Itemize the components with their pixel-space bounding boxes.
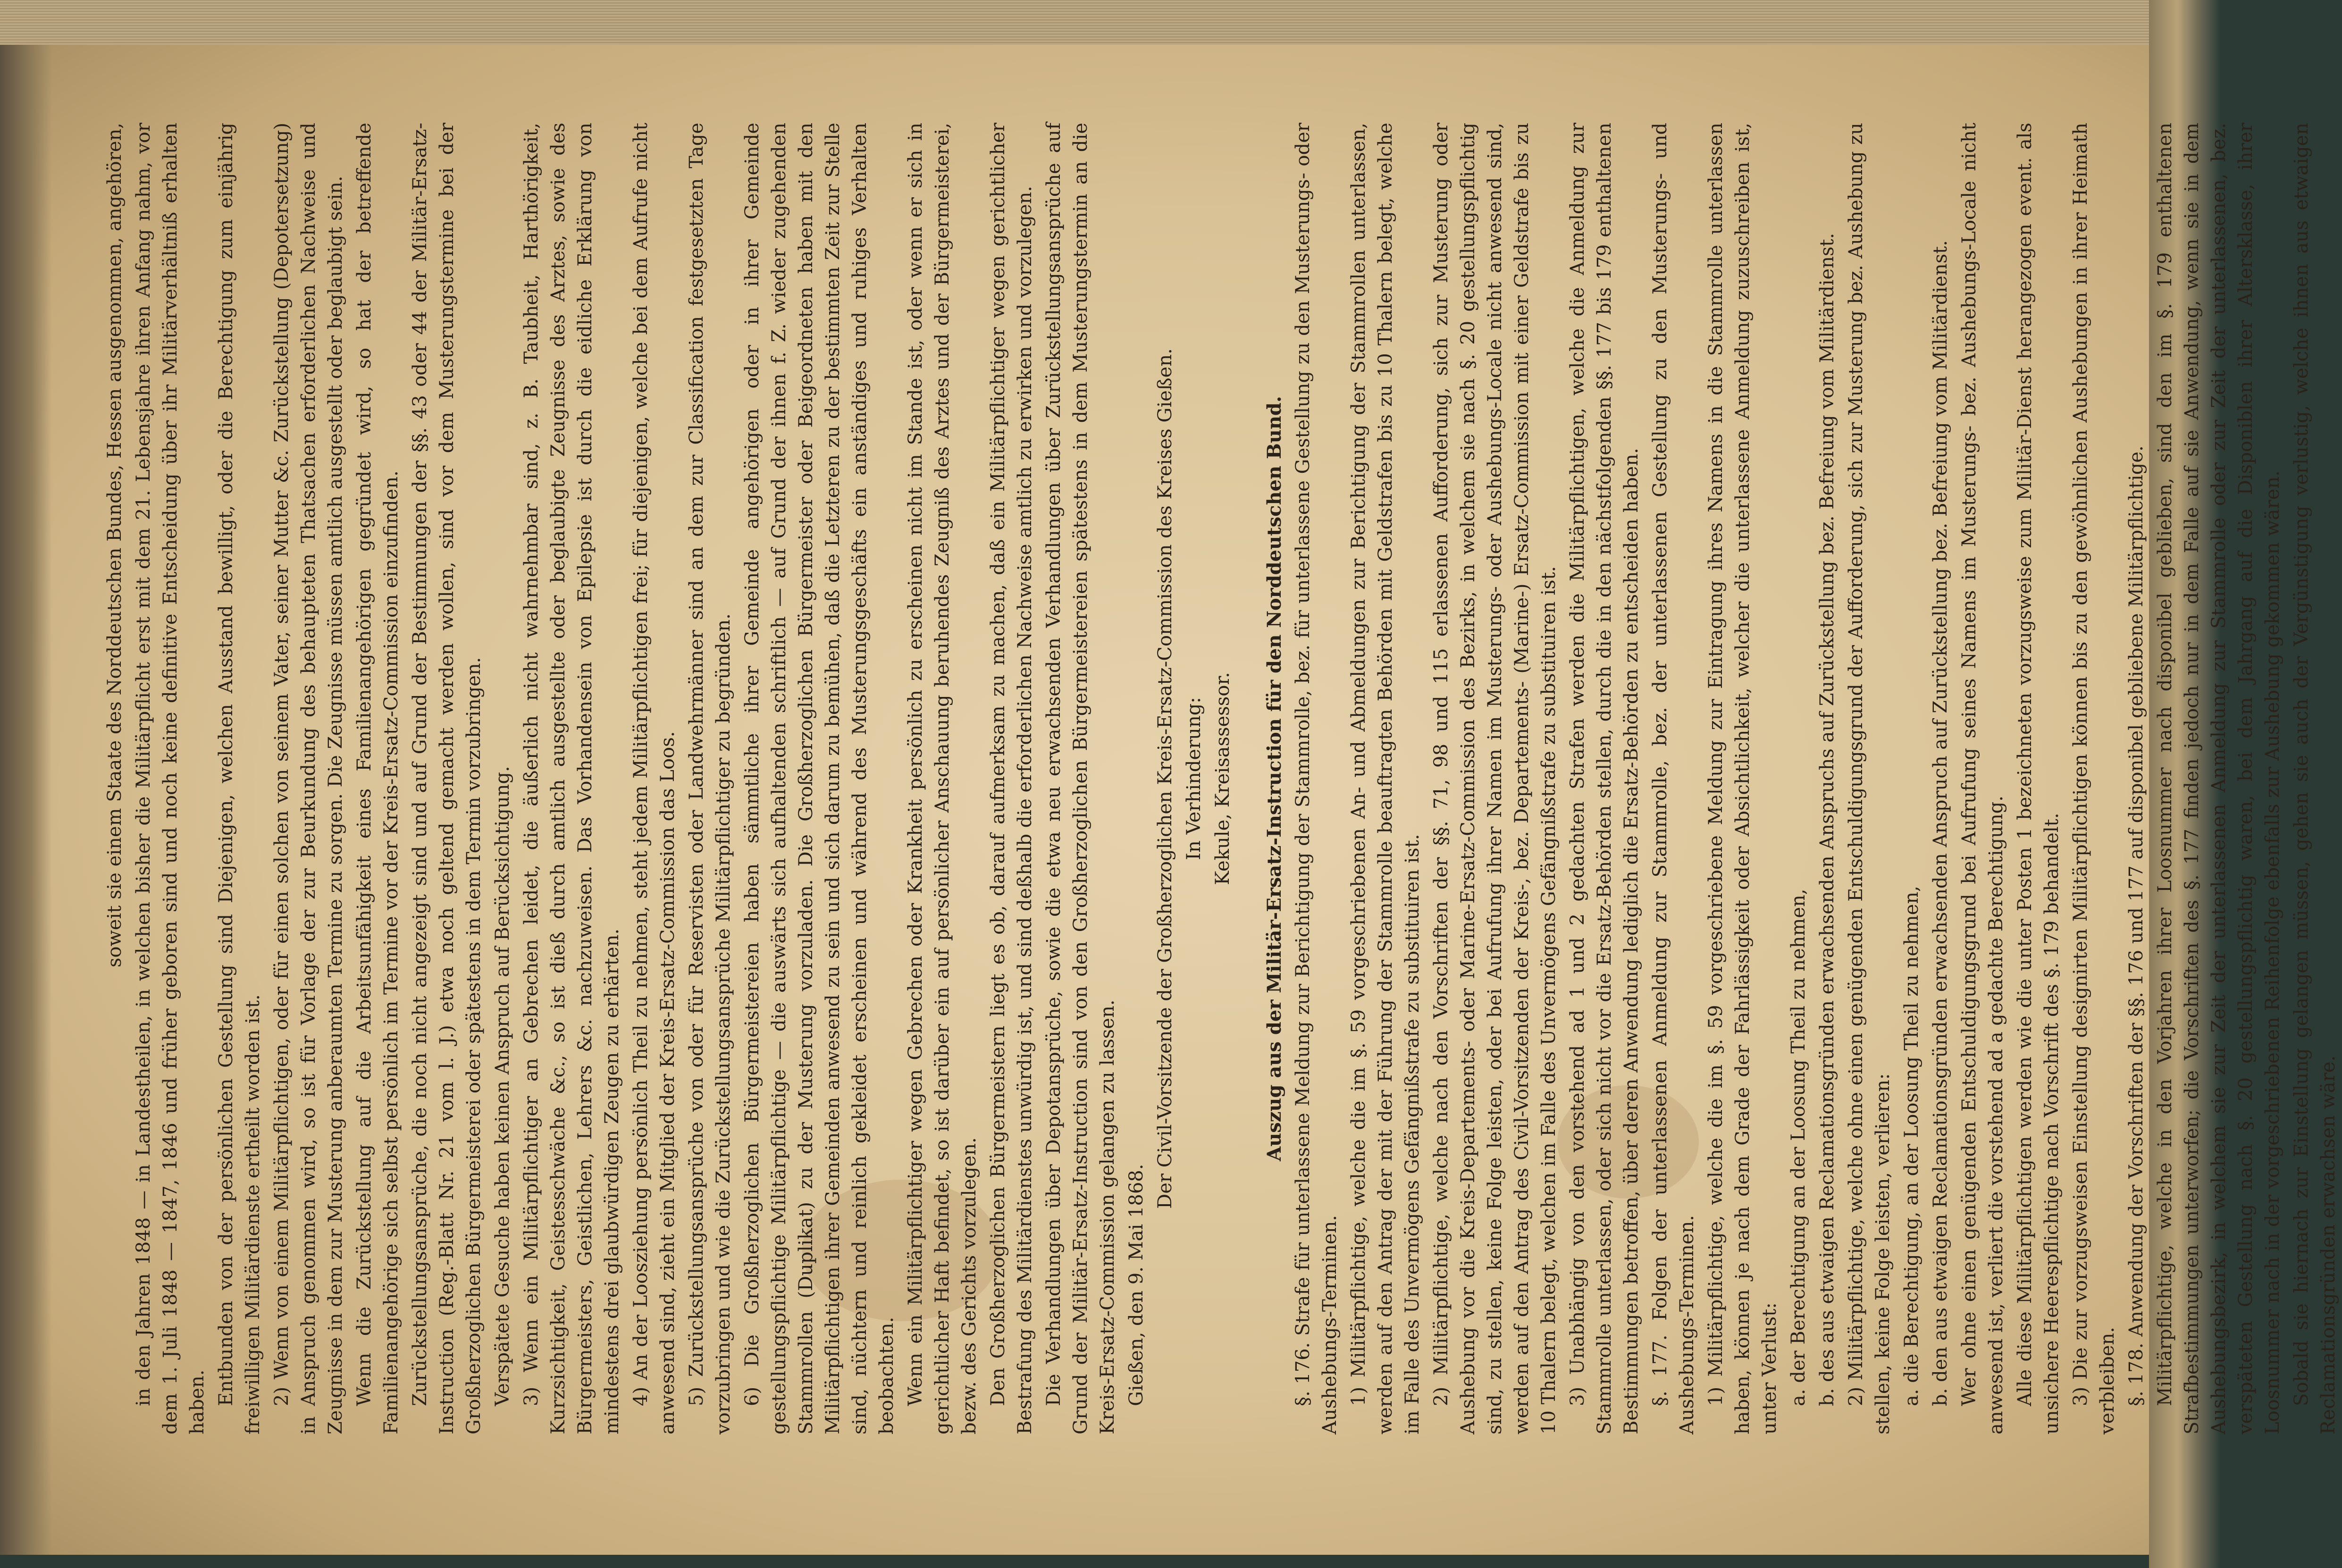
text-paragraph: a. die Berechtigung, an der Loosung Theil zu nehmen, [1901, 886, 1922, 1406]
text-paragraph: Wenn die Zurückstellung auf die Arbeitsunfähigkeit eines Familienangehörigen gegründet wird, so hat der betreffende Familienangehörige sich selbst persönlich im Termine vor der Kreis-Ersatz-Commission einzufinden. [353, 123, 402, 1434]
section-title: Auszug aus der Militär-Ersatz-Instruction für den Norddeutschen Bund. [1263, 396, 1285, 1161]
book-gutter [0, 45, 52, 1555]
text-paragraph: b. den aus etwaigen Reclamationsgründen erwachsenden Anspruch auf Zurückstellung bez. Befreiung vom Militärdienst. [1930, 240, 1951, 1406]
text-paragraph: Alle diese Militärpflichtigen werden wie die unter Posten 1 bezeichneten vorzugsweise zum Militär-Dienst herangezogen event. als unsichere Heerespflichtige nach Vorschrift des §. 179 behandelt. [2014, 123, 2063, 1434]
text-paragraph: 3) Wenn ein Militärpflichtiger an Gebrechen leidet, die äußerlich nicht wahrnehmbar sind, z. B. Taubheit, Harthörigkeit, Kurzsichtigkeit, Geistesschwäche &c., so ist dieß durch amtlich ausgestellte oder beglaubigte Zeugnisse des Arztes, sowie des Bürgermeisters, Geistlichen, Lehrers &c. nachzuweisen. Das Vorhandensein von Epilepsie ist durch die eidliche Erklärung von mindestens drei glaubwürdigen Zeugen zu erhärten. [520, 123, 623, 1434]
text-paragraph: Sobald sie hiernach zur Einstellung gelangen müssen, gehen sie auch der Vergünstigung verlustig, welche ihnen aus etwaigen Reclamationsgründen erwachsen wäre. [2291, 123, 2339, 1434]
date-line: Gießen, den 9. Mai 1868. [1125, 1164, 1147, 1406]
signature-line: Der Civil-Vorsitzende der Großherzoglichen Kreis-Ersatz-Commission des Kreises Gießen. [1154, 348, 1176, 1209]
text-paragraph: Wer ohne einen genügenden Entschuldigungsgrund bei Aufrufung seines Namens im Musterungs- bez. Aushebungs-Locale nicht anwesend ist, verliert die vorstehend ad a gedachte Berechtigung. [1958, 123, 2007, 1434]
text-paragraph: in den Jahren 1848 — in Landestheilen, in welchen bisher die Militärpflicht erst mit dem 21. Lebensjahre ihren Anfang nahm, vor dem 1. Juli 1848 — 1847, 1846 und früher geboren sind und noch keine definitive Entscheidung über ihr Militärverhältniß erhalten haben. [133, 123, 208, 1434]
text-paragraph: Wenn ein Militärpflichtiger wegen Gebrechen oder Krankheit persönlich zu erscheinen nicht im Stande ist, oder wenn er sich in gerichtlicher Haft befindet, so ist darüber ein auf persönlicher Anschauung beruhendes Zeugniß des Arztes und der Bürgermeisterei, bezw. des Gerichts vorzulegen. [905, 123, 980, 1434]
text-paragraph: §. 178. Anwendung der Vorschriften der §§. 176 und 177 auf disponibel gebliebene Militärpflichtige. [2125, 445, 2147, 1406]
text-paragraph: Zurückstellungsansprüche, die noch nicht angezeigt sind und auf Grund der Bestimmungen der §§. 43 oder 44 der Militär-Ersatz-Instruction (Reg.-Blatt Nr. 21 vom l. J.) etwa noch geltend gemacht werden wollen, sind vor dem Musterungstermine bei der Großherzoglichen Bürgermeisterei oder spätestens in dem Termin vorzubringen. [409, 123, 485, 1434]
text-paragraph: Die Verhandlungen über Depotansprüche, sowie die etwa neu erwachsenden Verhandlungen über Zurückstellungsansprüche auf Grund der Militär-Ersatz-Instruction sind von den Großherzoglichen Bürgermeistereien spätestens in dem Musterungstermin an die Kreis-Ersatz-Commission gelangen zu lassen. [1043, 123, 1118, 1434]
signature-line: In Verhinderung: [1183, 697, 1205, 860]
text-paragraph: 2) Militärpflichtige, welche nach den Vorschriften der §§. 71, 98 und 115 erlassenen Aufforderung, sich zur Musterung oder Aushebung vor die Kreis-Departements- oder Marine-Ersatz-Commission des Bezirks, in welchem sie nach §. 20 gestellungspflichtig sind, zu stellen, keine Folge leisten, oder bei Aufrufung ihrer Namen im Musterungs- oder Aushebungs-Locale nicht anwesend sind, werden auf den Antrag des Civil-Vorsitzenden der Kreis-, bez. Departements- (Marine-) Ersatz-Commission mit einer Geldstrafe bis zu 10 Thalern belegt, welchen im Falle des Unvermögens Gefängnißstrafe zu substituiren ist. [1430, 123, 1560, 1434]
text-paragraph: 1) Militärpflichtige, welche die im §. 59 vorgeschriebene Meldung zur Eintragung ihres Namens in die Stammrolle unterlassen haben, können je nach dem Grade der Fahrlässigkeit oder Absichtlichkeit, welcher die unterlassene Anmeldung zuzuschreiben ist, unter Verlust: [1705, 123, 1780, 1434]
text-paragraph: Entbunden von der persönlichen Gestellung sind Diejenigen, welchen Ausstand bewilligt, oder die Berechtigung zum einjährig freiwilligen Militärdienste ertheilt worden ist. [215, 123, 264, 1434]
text-paragraph: 5) Zurückstellungsansprüche von oder für Reservisten oder Landwehrmänner sind an dem zur Classification festgesetzten Tage vorzubringen und wie die Zurückstellungsansprüche Militärpflichtiger zu begründen. [686, 123, 734, 1434]
text-paragraph: 3) Unabhängig von den vorstehend ad 1 und 2 gedachten Strafen werden die Militärpflichtigen, welche die Anmeldung zur Stammrolle unterlassen, oder sich nicht vor die Ersatz-Behörden stellen, durch die in den nächstfolgenden §§. 177 bis 179 enthaltenen Bestimmungen betroffen, über deren Anwendung lediglich die Ersatz-Behörden zu entscheiden haben. [1567, 123, 1642, 1434]
text-paragraph: 6) Die Großherzoglichen Bürgermeistereien haben sämmtliche ihrer Gemeinde angehörigen oder in ihrer Gemeinde gestellungspflichtige Militärpflichtige — die auswärts sich aufhaltenden schriftlich — auf Grund der ihnen f. Z. wieder zugehenden Stammrollen (Duplikat) zu der Musterung vorzuladen. Die Großherzoglichen Bürgermeister oder Beigeordneten haben mit den Militärpflichtigen ihrer Gemeinden anwesend zu sein und sich darum zu bemühen, daß die Letzteren zu der bestimmten Zeit zur Stelle sind, nüchtern und reinlich gekleidet erscheinen und während des Musterungsgeschäfts ein anständiges und ruhiges Verhalten beobachten. [741, 123, 898, 1434]
text-paragraph: soweit sie einem Staate des Norddeutschen Bundes, Hessen ausgenommen, angehören, [104, 123, 126, 968]
rotated-text-block [101, 123, 2339, 1434]
text-paragraph: Militärpflichtige, welche in den Vorjahren ihrer Loosnummer nach disponibel geblieben, sind den im §. 179 enthaltenen Strafbestimmungen unterworfen; die Vorschriften des §. 177 finden jedoch nur in dem Falle auf sie Anwendung, wenn sie in dem Aushebungsbezirk, in welchem sie zur Zeit der unterlassenen Anmeldung zur Stammrolle oder zur Zeit der unterlassenen, bez. verspäteten Gestellung nach §. 20 gestellungspflichtig waren, bei dem Jahrgang auf die Disponiblen ihrer Altersklasse, ihrer Loosnummer nach in der vorgeschriebenen Reihenfolge ebenfalls zur Aushebung gekommen wären. [2154, 123, 2283, 1434]
signature-name: Kekule, Kreisassessor. [1212, 672, 1234, 885]
text-paragraph: b. des aus etwaigen Reclamationsgründen erwachsenden Anspruchs auf Zurückstellung bez. Befreiung vom Militärdienst. [1816, 233, 1838, 1406]
text-paragraph: Verspätete Gesuche haben keinen Anspruch auf Berücksichtigung. [492, 766, 513, 1406]
text-paragraph: Den Großherzoglichen Bürgermeistern liegt es ob, darauf aufmerksam zu machen, daß ein Militärpflichtiger wegen gerichtlicher Bestrafung des Militärdienstes unwürdig ist, und sind deßhalb die erforderlichen Nachweise amtlich zu erwirken und vorzulegen. [987, 123, 1036, 1434]
text-paragraph: 3) Die zur vorzugsweisen Einstellung designirten Militärpflichtigen können bis zu den gewöhnlichen Aushebungen in ihrer Heimath verbleiben. [2070, 123, 2118, 1434]
text-paragraph: §. 177. Folgen der unterlassenen Anmeldung zur Stammrolle, bez. der unterlassenen Gestellung zu den Musterungs- und Aushebungs-Terminen. [1649, 123, 1698, 1434]
text-paragraph: a. der Berechtigung an der Loosung Theil zu nehmen, [1788, 889, 1809, 1406]
text-paragraph: 2) Wenn von einem Militärpflichtigen, oder für einen solchen von seinem Vater, seiner Mutter &c. Zurückstellung (Depotersetzung) in Anspruch genommen wird, so ist für Vorlage der zur Beurkundung des behaupteten Thatsachen erforderlichen Nachweise und Zeugnisse in dem zur Musterung anberaumten Termine zu sorgen. Die Zeugnisse müssen amtlich ausgestellt oder beglaubigt sein. [271, 123, 346, 1434]
text-paragraph: 4) An der Loosziehung persönlich Theil zu nehmen, steht jedem Militärpflichtigen frei; für diejenigen, welche bei dem Aufrufe nicht anwesend sind, zieht ein Mitglied der Kreis-Ersatz-Commission das Loos. [630, 123, 679, 1434]
text-paragraph: 2) Militärpflichtige, welche ohne einen genügenden Entschuldigungsgrund der Aufforderung, sich zur Musterung bez. Aushebung zu stellen, keine Folge leisten, verlieren: [1845, 123, 1894, 1434]
text-paragraph: 1) Militärpflichtige, welche die im §. 59 vorgeschriebenen An- und Abmeldungen zur Berichtigung der Stammrollen unterlassen, werden auf den Antrag der mit der Führung der Stammrolle beauftragten Behörden mit Geldstrafen bis zu 10 Thalern belegt, welche im Falle des Unvermögens Gefängnißstrafe zu substituiren ist. [1348, 123, 1423, 1434]
text-paragraph: §. 176. Strafe für unterlassene Meldung zur Berichtigung der Stammrolle, bez. für unterlassene Gestellung zu den Musterungs- oder Aushebungs-Terminen. [1292, 123, 1341, 1434]
